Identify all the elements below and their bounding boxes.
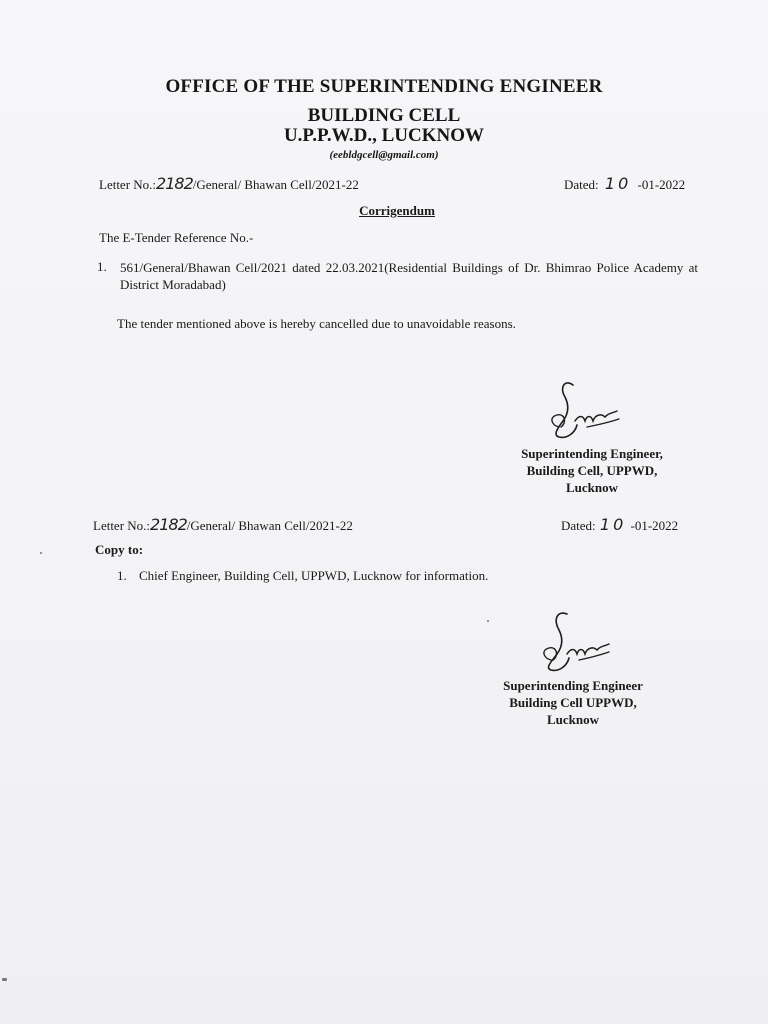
reference-item-text: 561/General/Bhawan Cell/2021 dated 22.03.2021(Residential Buildings of Dr. Bhimrao Police Academy at District Moradabad) xyxy=(120,260,698,292)
signature-block-1 xyxy=(492,445,692,496)
signatory-office: Building Cell, UPPWD, xyxy=(526,463,658,478)
signatory-title: Superintending Engineer, xyxy=(521,446,663,461)
copy-letter-date xyxy=(561,515,678,534)
letter-date xyxy=(564,174,685,193)
signatory-title: Superintending Engineer xyxy=(503,678,643,693)
signature-block-2 xyxy=(473,677,673,728)
reference-intro: The E-Tender Reference No.- xyxy=(99,230,254,245)
handwritten-letter-number: 2182 xyxy=(156,174,193,193)
signature-2 xyxy=(533,610,613,672)
copy-to-item-text: Chief Engineer, Building Cell, UPPWD, Lucknow for information. xyxy=(139,568,489,583)
signature-scribble xyxy=(545,377,625,439)
handwritten-date-day: 10 xyxy=(604,174,632,193)
signatory-office: Building Cell UPPWD, xyxy=(509,695,637,710)
scan-speck xyxy=(2,978,7,981)
cancellation-statement: The tender mentioned above is hereby cancelled due to unavoidable reasons. xyxy=(117,316,516,331)
letter-number-prefix: Letter No.: xyxy=(99,177,157,192)
copy-to-heading: Copy to: xyxy=(95,542,144,557)
signature-1 xyxy=(545,377,625,439)
scan-speck xyxy=(487,620,489,622)
office-email: (eebldgcell@gmail.com) xyxy=(329,149,439,161)
scan-speck xyxy=(40,552,42,554)
date-prefix: Dated: xyxy=(561,518,596,533)
letter-number-suffix: /General/ Bhawan Cell/2021-22 xyxy=(186,518,353,533)
office-heading: OFFICE OF THE SUPERINTENDING ENGINEER xyxy=(165,76,603,97)
date-suffix: -01-2022 xyxy=(637,177,686,192)
letter-number-prefix: Letter No.: xyxy=(93,518,151,533)
subject-heading: Corrigendum xyxy=(359,203,435,218)
signature-scribble xyxy=(533,610,613,672)
letter-number-suffix: /General/ Bhawan Cell/2021-22 xyxy=(192,177,359,192)
handwritten-date-day: 10 xyxy=(599,515,627,534)
date-suffix: -01-2022 xyxy=(630,518,679,533)
signatory-city: Lucknow xyxy=(546,712,600,727)
date-prefix: Dated: xyxy=(564,177,599,192)
copy-letter-number-line xyxy=(93,515,353,534)
signatory-city: Lucknow xyxy=(565,480,619,495)
reference-item-number: 1. xyxy=(97,259,107,274)
copy-to-item-number: 1. xyxy=(117,568,127,583)
cell-heading: BUILDING CELL xyxy=(307,105,461,126)
handwritten-letter-number: 2182 xyxy=(150,515,187,534)
letter-number-line xyxy=(99,174,359,193)
department-heading: U.P.P.W.D., LUCKNOW xyxy=(283,125,485,146)
